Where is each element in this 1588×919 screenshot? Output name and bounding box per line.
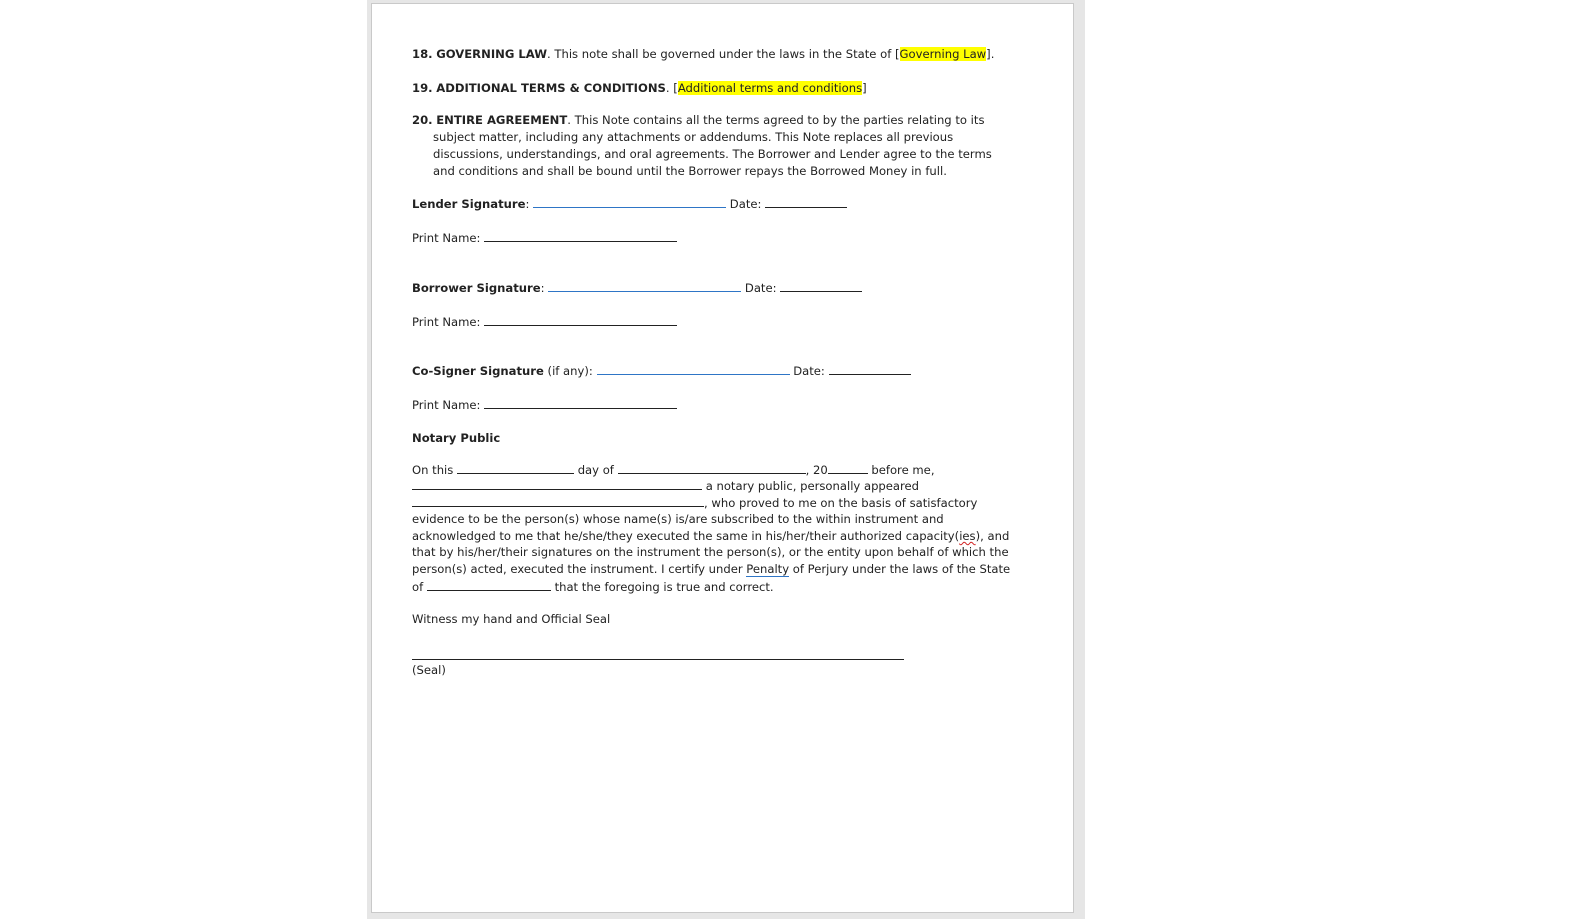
lender-print-name-field[interactable] [484,229,677,242]
notary-state-field[interactable] [427,578,551,591]
cosigner-date-field[interactable] [829,362,911,375]
notary-text: , 20 [805,463,828,477]
section-heading: ENTIRE AGREEMENT [436,113,568,127]
paragraph-line: discussions, understandings, and oral agreements. The Borrower and Lender agree to the terms [433,147,992,161]
notary-line [412,494,977,512]
notary-text: , who proved to me on the basis of satisfactory [704,496,978,510]
notary-line [412,578,774,596]
print-name-label: Print Name: [412,315,481,329]
paragraph-line: subject matter, including any attachments or addendums. This Note replaces all previous [433,130,954,144]
section-text: . This note shall be governed under the laws in the State of [ [547,47,900,61]
notary-text: person(s) acted, executed the instrument. I certify under [412,562,747,576]
section-number: 18. [412,47,433,61]
section-number: 20. [412,113,433,127]
notary-name-field[interactable] [412,477,702,490]
section-governing-law [412,46,994,63]
witness-text: Witness my hand and Official Seal [412,612,611,626]
notary-line: that by his/her/their signatures on the instrument the person(s), or the entity upon behalf of which the [412,545,1009,559]
borrower-signature-label: Borrower Signature [412,281,541,295]
section-heading: GOVERNING LAW [436,47,548,61]
paragraph-line: and conditions and shall be bound until the Borrower repays the Borrowed Money in full. [433,164,947,178]
document-page [371,3,1074,913]
colon: : [540,281,545,295]
lender-signature-field[interactable] [533,195,726,208]
governing-law-field[interactable]: Governing Law [899,47,987,61]
print-name-label: Print Name: [412,398,481,412]
lender-date-field[interactable] [765,195,847,208]
notary-line [412,561,1010,578]
cosigner-signature-row [412,362,911,380]
lender-print-name-row [412,229,677,247]
notary-text: a notary public, personally appeared [705,479,920,493]
cosigner-signature-field[interactable] [597,362,790,375]
grammar-marked-text: Penalty [746,562,790,576]
appeared-person-field[interactable] [412,494,704,507]
borrower-signature-field[interactable] [548,279,741,292]
borrower-date-field[interactable] [780,279,862,292]
bracket-end: ]. [986,47,995,61]
notary-text: ), and [975,529,1010,543]
section-heading: ADDITIONAL TERMS & CONDITIONS [436,81,666,95]
cosigner-signature-label: Co-Signer Signature [412,364,544,378]
section-entire-agreement [412,112,985,129]
notary-line [412,477,919,495]
section-number: 19. [412,81,433,95]
lender-signature-label: Lender Signature [412,197,526,211]
paragraph-line: . This Note contains all the terms agreed to by the parties relating to its [567,113,985,127]
cosigner-print-name-row [412,396,677,414]
notary-text: of Perjury under the laws of the State [789,562,1011,576]
notary-signature-row [412,647,904,665]
notary-month-field[interactable] [618,461,806,474]
notary-line [412,528,1009,545]
notary-heading: Notary Public [412,431,501,445]
notary-line: evidence to be the person(s) whose name(s) is/are subscribed to the within instrument and [412,512,944,526]
notary-text: of [412,580,424,594]
section-additional-terms [412,80,867,97]
notary-day-field[interactable] [457,461,574,474]
section-text: . [ [665,81,678,95]
notary-text: before me, [871,463,935,477]
borrower-signature-row [412,279,862,297]
date-label: Date: [744,281,777,295]
date-label: Date: [793,364,825,378]
seal-label: (Seal) [412,663,446,677]
additional-terms-field[interactable]: Additional terms and conditions [677,81,863,95]
notary-text: that the foregoing is true and correct. [554,580,774,594]
notary-text: On this [412,463,454,477]
spelling-marked-text: ies [959,529,976,543]
date-label: Date: [729,197,762,211]
bracket-end: ] [862,81,867,95]
notary-text: acknowledged to me that he/she/they executed the same in his/her/their authorized capacity( [412,529,960,543]
borrower-print-name-field[interactable] [484,313,677,326]
print-name-label: Print Name: [412,231,481,245]
notary-text: day of [577,463,614,477]
cosigner-if-any: (if any): [543,364,593,378]
notary-year-field[interactable] [828,461,868,474]
notary-signature-field[interactable] [412,647,904,660]
lender-signature-row [412,195,847,213]
borrower-print-name-row [412,313,677,331]
colon: : [525,197,530,211]
cosigner-print-name-field[interactable] [484,396,677,409]
